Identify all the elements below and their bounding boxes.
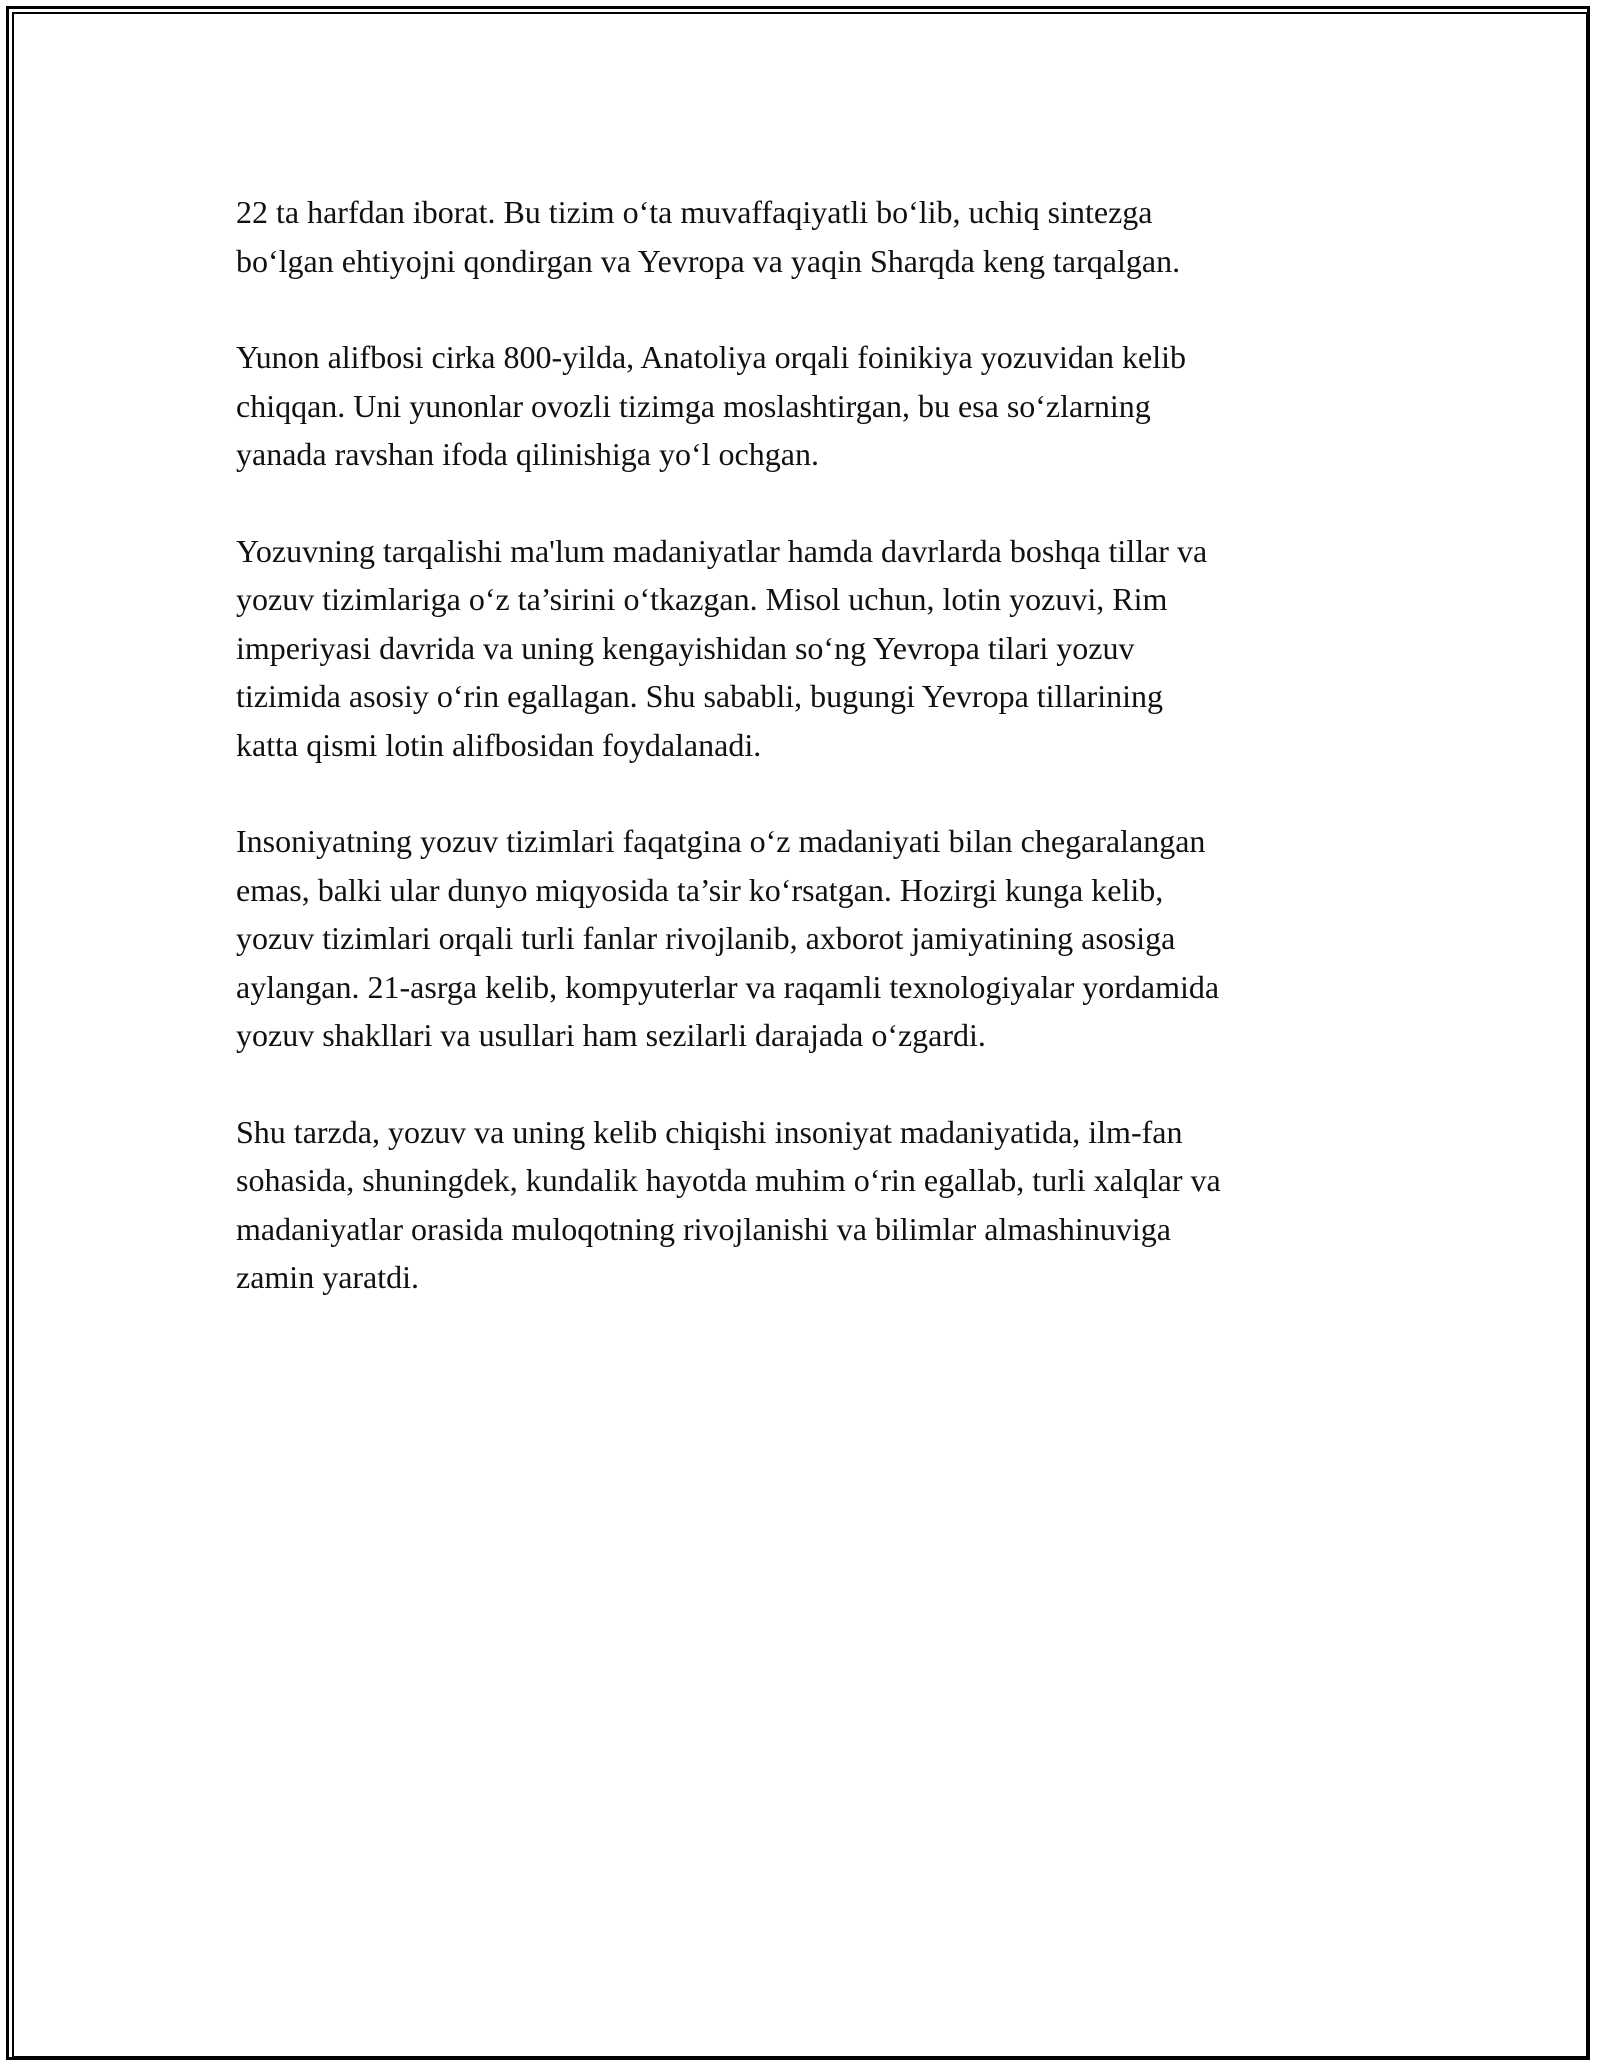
paragraph-line: 22 ta harfdan iborat. Bu tizim o‘ta muvaffaqiyatli bo‘lib, uchiq sintezga [236,194,1153,230]
paragraph-line: imperiyasi davrida va uning kengayishidan so‘ng Yevropa tilari yozuv [236,629,1135,666]
paragraph-5 [236,1108,1386,1302]
paragraph-line: katta qismi lotin alifbosidan foydalanadi. [236,726,762,763]
paragraph-line: yozuv tizimlariga o‘z ta’sirini o‘tkazgan. Misol uchun, lotin yozuvi, Rim [236,581,1168,617]
paragraph-line: Yunon alifbosi cirka 800-yilda, Anatoliya orqali foinikiya yozuvidan kelib [236,339,1187,375]
paragraph-line: yozuv shakllari va usullari ham sezilarli darajada o‘zgardi. [236,1017,986,1053]
paragraph-3 [236,527,1386,770]
paragraph-line: yanada ravshan ifoda qilinishiga yo‘l ochgan. [236,436,819,472]
paragraph-line: tizimida asosiy o‘rin egallagan. Shu sababli, bugungi Yevropa tillarining [236,678,1163,714]
paragraph-line: sohasida, shuningdek, kundalik hayotda muhim o‘rin egallab, turli xalqlar va [236,1162,1221,1198]
paragraph-line: Yozuvning tarqalishi ma'lum madaniyatlar hamda davrlarda boshqa tillar va [236,532,1208,569]
paragraph-line: emas, balki ular dunyo miqyosida ta’sir ko‘rsatgan. Hozirgi kunga kelib, [236,871,1164,908]
document-body [236,188,1386,1350]
paragraph-4 [236,817,1386,1060]
paragraph-line: Shu tarzda, yozuv va uning kelib chiqishi insoniyat madaniyatida, ilm-fan [236,1113,1183,1150]
paragraph-line: zamin yaratdi. [236,1259,420,1295]
paragraph-line: bo‘lgan ehtiyojni qondirgan va Yevropa va yaqin Sharqda keng tarqalgan. [236,242,1181,279]
paragraph-line: Insoniyatning yozuv tizimlari faqatgina o‘z madaniyati bilan chegaralangan [236,823,1206,859]
paragraph-line: aylangan. 21-asrga kelib, kompyuterlar va raqamli texnologiyalar yordamida [236,968,1220,1005]
paragraph-line: yozuv tizimlari orqali turli fanlar rivojlanib, axborot jamiyatining asosiga [236,920,1176,956]
paragraph-1 [236,188,1386,285]
paragraph-line: madaniyatlar orasida muloqotning rivojlanishi va bilimlar almashinuviga [236,1210,1171,1247]
paragraph-line: chiqqan. Uni yunonlar ovozli tizimga moslashtirgan, bu esa so‘zlarning [236,387,1151,424]
paragraph-2 [236,333,1386,479]
